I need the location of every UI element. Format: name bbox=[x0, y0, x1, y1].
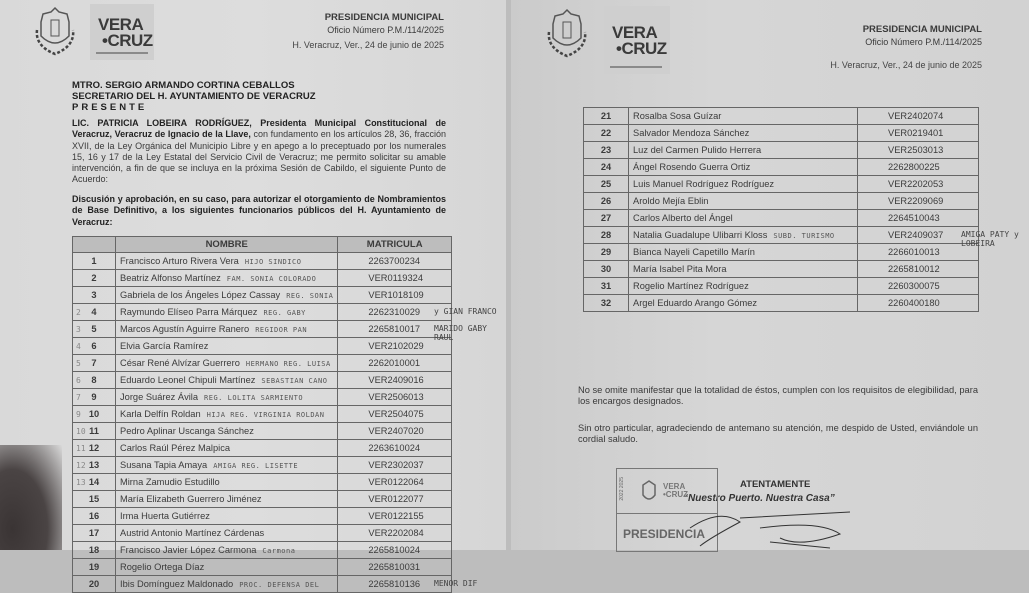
table-row bbox=[73, 372, 452, 389]
row-number: 8 bbox=[73, 372, 116, 389]
table-row bbox=[584, 261, 979, 278]
table-row bbox=[73, 474, 452, 491]
row-name-cell bbox=[629, 176, 858, 193]
row-number: 16 bbox=[73, 508, 116, 525]
official-name: Irma Huerta Gutiérrez bbox=[120, 511, 210, 521]
official-name: Karla Delfín Roldan bbox=[120, 409, 201, 419]
row-matricula: VER2302037 bbox=[338, 457, 452, 474]
row-number: 12 bbox=[73, 440, 116, 457]
row-name-cell bbox=[116, 559, 338, 576]
official-name: Austrid Antonio Martínez Cárdenas bbox=[120, 528, 265, 538]
veracruz-logo bbox=[604, 6, 670, 74]
row-matricula: 2265810031 bbox=[338, 559, 452, 576]
recipient-block bbox=[72, 80, 316, 113]
row-matricula: 2260300075 bbox=[858, 278, 979, 295]
table-row bbox=[73, 253, 452, 270]
row-matricula: VER2409037 bbox=[858, 227, 979, 244]
row-matricula: 2265810136 bbox=[338, 576, 452, 593]
row-name-cell bbox=[629, 244, 858, 261]
table-row bbox=[584, 278, 979, 295]
handwritten-note: PROC. DEFENSA DEL bbox=[239, 581, 320, 589]
handwritten-note: REG. SONIA bbox=[286, 292, 334, 300]
signature-scribble bbox=[680, 508, 860, 550]
row-number: 22 bbox=[584, 125, 629, 142]
row-matricula: VER1018109 bbox=[338, 287, 452, 304]
row-matricula: VER2209069 bbox=[858, 193, 979, 210]
row-matricula: 2262310029 bbox=[338, 304, 452, 321]
official-name: Susana Tapia Amaya bbox=[120, 460, 208, 470]
official-name: Rogelio Ortega Díaz bbox=[120, 562, 205, 572]
letterhead-header bbox=[325, 12, 444, 36]
stamp-label: PRESIDENCIA bbox=[623, 527, 706, 541]
table-row bbox=[73, 355, 452, 372]
table-row bbox=[73, 423, 452, 440]
handwritten-note: HIJO SINDICO bbox=[244, 258, 302, 266]
row-matricula: VER2202053 bbox=[858, 176, 979, 193]
logo-text-vera: VERA bbox=[98, 15, 144, 34]
row-matricula: VER2506013 bbox=[338, 389, 452, 406]
row-number: 4 bbox=[73, 304, 116, 321]
official-name: Carlos Alberto del Ángel bbox=[633, 213, 733, 223]
row-number: 25 bbox=[584, 176, 629, 193]
handwritten-annotation: y GIAN FRANCO bbox=[434, 306, 497, 316]
official-name: María Elizabeth Guerrero Jiménez bbox=[120, 494, 262, 504]
row-name-cell bbox=[629, 261, 858, 278]
handwritten-note: Carmona bbox=[262, 547, 296, 555]
table-row bbox=[73, 576, 452, 593]
presente-label: PRESENTE bbox=[72, 102, 148, 113]
header-matricula: MATRICULA bbox=[338, 237, 452, 253]
row-name-cell bbox=[116, 508, 338, 525]
official-name: Aroldo Mejía Eblin bbox=[633, 196, 709, 206]
row-number: 20 bbox=[73, 576, 116, 593]
margin-annotation: 2 bbox=[76, 307, 81, 317]
table-row bbox=[73, 542, 452, 559]
table-row bbox=[73, 304, 452, 321]
row-number: 27 bbox=[584, 210, 629, 227]
official-name: César René Alvízar Guerrero bbox=[120, 358, 240, 368]
row-number: 11 bbox=[73, 423, 116, 440]
official-name: Argel Eduardo Arango Gómez bbox=[633, 298, 758, 308]
intro-paragraph bbox=[72, 118, 446, 186]
document-page-1 bbox=[0, 0, 506, 589]
official-name: Ángel Rosendo Guerra Ortiz bbox=[633, 162, 751, 172]
office-name: PRESIDENCIA MUNICIPAL bbox=[324, 12, 444, 23]
row-name-cell bbox=[116, 389, 338, 406]
oficio-number: Oficio Número P.M./114/2025 bbox=[327, 25, 444, 35]
sender-name: LIC. PATRICIA LOBEIRA RODRÍGUEZ, Presidenta Municipal Constitucional de Veracruz, Veracruz de Ignacio de la Llave, bbox=[72, 118, 446, 140]
table-row bbox=[73, 440, 452, 457]
row-matricula: VER0122064 bbox=[338, 474, 452, 491]
handwritten-note: SUBD. TURISMO bbox=[773, 232, 835, 240]
table-row bbox=[73, 338, 452, 355]
row-name-cell bbox=[116, 491, 338, 508]
row-name-cell bbox=[629, 227, 858, 244]
document-date: H. Veracruz, Ver., 24 de junio de 2025 bbox=[830, 60, 982, 70]
row-name-cell bbox=[116, 355, 338, 372]
handwritten-note: SEBASTIAN CANO bbox=[261, 377, 328, 385]
official-name: Carlos Raúl Pérez Malpica bbox=[120, 443, 231, 453]
row-number: 3 bbox=[73, 287, 116, 304]
margin-annotation: 11 bbox=[76, 443, 86, 453]
official-name: Beatriz Alfonso Martínez bbox=[120, 273, 221, 283]
table-row bbox=[73, 491, 452, 508]
row-matricula: VER0119324 bbox=[338, 270, 452, 287]
header-nombre: NOMBRE bbox=[116, 237, 338, 253]
handwritten-annotation: MARIDO GABY RAUL bbox=[434, 323, 487, 342]
veracruz-logo bbox=[90, 4, 154, 60]
margin-annotation: 5 bbox=[76, 358, 81, 368]
stamp-logo-cruz: •CRUZ bbox=[663, 490, 689, 499]
table-row bbox=[584, 142, 979, 159]
row-name-cell bbox=[629, 125, 858, 142]
row-matricula: 2265810012 bbox=[858, 261, 979, 278]
logo-tagline bbox=[96, 52, 148, 54]
table-row bbox=[73, 508, 452, 525]
row-matricula: 2265810024 bbox=[338, 542, 452, 559]
oficio-number: Oficio Número P.M./114/2025 bbox=[865, 37, 982, 47]
official-name: Marcos Agustín Aguirre Ranero bbox=[120, 324, 250, 334]
row-name-cell bbox=[116, 287, 338, 304]
row-name-cell bbox=[116, 423, 338, 440]
official-name: Raymundo Elíseo Parra Márquez bbox=[120, 307, 258, 317]
row-matricula: VER2504075 bbox=[338, 406, 452, 423]
office-name: PRESIDENCIA MUNICIPAL bbox=[862, 24, 982, 35]
row-name-cell bbox=[629, 295, 858, 312]
margin-annotation: 4 bbox=[76, 341, 81, 351]
stamp-logo bbox=[663, 483, 688, 499]
row-number: 31 bbox=[584, 278, 629, 295]
official-name: Francisco Javier López Carmona bbox=[120, 545, 257, 555]
table-row bbox=[584, 244, 979, 261]
row-matricula: VER0122155 bbox=[338, 508, 452, 525]
hand-shadow bbox=[0, 445, 62, 550]
row-name-cell bbox=[116, 372, 338, 389]
table-row bbox=[584, 193, 979, 210]
row-matricula: VER2202084 bbox=[338, 525, 452, 542]
row-number: 30 bbox=[584, 261, 629, 278]
official-name: Rosalba Sosa Guízar bbox=[633, 111, 722, 121]
recipient-title: SECRETARIO DEL H. AYUNTAMIENTO DE VERACRUZ bbox=[72, 91, 316, 102]
logo-text-vera: VERA bbox=[612, 23, 658, 42]
row-name-cell bbox=[629, 142, 858, 159]
eligibility-statement: No se omite manifestar que la totalidad de éstos, cumplen con los requisitos de elegibilidad, para los encargos designados. bbox=[578, 385, 978, 407]
margin-annotation: 10 bbox=[76, 426, 86, 436]
coat-of-arms-icon bbox=[545, 8, 589, 58]
row-number: 13 bbox=[73, 457, 116, 474]
table-row bbox=[73, 457, 452, 474]
row-matricula: 2260400180 bbox=[858, 295, 979, 312]
table-row bbox=[584, 176, 979, 193]
row-name-cell bbox=[116, 576, 338, 593]
official-name: Luz del Carmen Pulido Herrera bbox=[633, 145, 762, 155]
row-number: 10 bbox=[73, 406, 116, 423]
table-header-row bbox=[73, 237, 452, 253]
motto-text: “Nuestro Puerto. Nuestra Casa” bbox=[683, 493, 835, 504]
official-name: Salvador Mendoza Sánchez bbox=[633, 128, 750, 138]
row-number: 2 bbox=[73, 270, 116, 287]
row-matricula: 2263700234 bbox=[338, 253, 452, 270]
official-name: Gabriela de los Ángeles López Cassay bbox=[120, 290, 281, 300]
header-number bbox=[73, 237, 116, 253]
margin-annotation: 9 bbox=[76, 409, 81, 419]
handwritten-note: HIJA REG. VIRGINIA ROLDAN bbox=[206, 411, 325, 419]
row-matricula: VER2102029 bbox=[338, 338, 452, 355]
row-name-cell bbox=[116, 457, 338, 474]
margin-annotation: 13 bbox=[76, 477, 86, 487]
document-date: H. Veracruz, Ver., 24 de junio de 2025 bbox=[292, 40, 444, 50]
row-name-cell bbox=[116, 338, 338, 355]
row-name-cell bbox=[116, 253, 338, 270]
handwritten-annotation: MENOR DIF bbox=[434, 578, 478, 588]
row-name-cell bbox=[116, 406, 338, 423]
row-name-cell bbox=[116, 474, 338, 491]
row-number: 14 bbox=[73, 474, 116, 491]
logo-text-cruz: •CRUZ bbox=[102, 31, 153, 50]
row-name-cell bbox=[116, 321, 338, 338]
table-row bbox=[73, 406, 452, 423]
handwritten-note: REG. LOLITA SARMIENTO bbox=[204, 394, 304, 402]
official-name: Rogelio Martínez Rodríguez bbox=[633, 281, 749, 291]
table-row bbox=[584, 295, 979, 312]
row-matricula: 2263610024 bbox=[338, 440, 452, 457]
stamp-logo-vera: VERA bbox=[663, 482, 686, 491]
row-name-cell bbox=[116, 304, 338, 321]
row-matricula: VER0122077 bbox=[338, 491, 452, 508]
table-row bbox=[73, 287, 452, 304]
official-name: Mirna Zamudio Estudillo bbox=[120, 477, 220, 487]
row-matricula: 2262800225 bbox=[858, 159, 979, 176]
row-name-cell bbox=[629, 108, 858, 125]
table-row bbox=[584, 108, 979, 125]
agreement-point: Discusión y aprobación, en su caso, para autorizar el otorgamiento de Nombramientos de Base Definitivo, a los siguientes funcionarios públicos del H. Ayuntamiento de Veracruz: bbox=[72, 194, 446, 227]
official-name: Elvia García Ramírez bbox=[120, 341, 209, 351]
document-page-2 bbox=[511, 0, 1029, 550]
handwritten-note: AMIGA REG. LISETTE bbox=[213, 462, 299, 470]
atentamente-label: ATENTAMENTE bbox=[740, 479, 811, 490]
official-name: Eduardo Leonel Chipuli Martínez bbox=[120, 375, 256, 385]
officials-table-part-1 bbox=[72, 236, 452, 593]
handwritten-note: HERMANO REG. LUISA bbox=[245, 360, 331, 368]
intro-text: con fundamento en los artículos 28, 36, fracción XVII, de la Ley Orgánica del Municipio Libre y en apego a lo preceptuado por los numerales 15, 16 y 17 de la Ley Estatal del Servicio Civil de Veracruz; me permito solicitar su amable intervención, a fin de que se incluya en la próxima Sesión de Cabildo, el siguiente Punto de Acuerdo: bbox=[72, 129, 446, 185]
row-matricula: VER2503013 bbox=[858, 142, 979, 159]
row-number: 26 bbox=[584, 193, 629, 210]
stamp-years: 2022 2025 bbox=[619, 477, 625, 501]
row-number: 18 bbox=[73, 542, 116, 559]
row-number: 21 bbox=[584, 108, 629, 125]
stamp-crest-icon bbox=[639, 479, 659, 505]
margin-annotation: 3 bbox=[76, 324, 81, 334]
official-name: Ibis Domínguez Maldonado bbox=[120, 579, 234, 589]
row-matricula: VER2409016 bbox=[338, 372, 452, 389]
logo-text-cruz: •CRUZ bbox=[616, 39, 667, 58]
row-matricula: 2264510043 bbox=[858, 210, 979, 227]
row-number: 7 bbox=[73, 355, 116, 372]
table-row bbox=[73, 270, 452, 287]
row-name-cell bbox=[629, 210, 858, 227]
row-number: 5 bbox=[73, 321, 116, 338]
row-matricula: 2265810017 bbox=[338, 321, 452, 338]
margin-annotation: 7 bbox=[76, 392, 81, 402]
row-number: 9 bbox=[73, 389, 116, 406]
row-name-cell bbox=[116, 542, 338, 559]
table-row bbox=[584, 227, 979, 244]
row-matricula: VER2402074 bbox=[858, 108, 979, 125]
table-row bbox=[73, 559, 452, 576]
row-number: 15 bbox=[73, 491, 116, 508]
row-number: 1 bbox=[73, 253, 116, 270]
row-matricula: VER2407020 bbox=[338, 423, 452, 440]
row-name-cell bbox=[116, 440, 338, 457]
row-name-cell bbox=[629, 278, 858, 295]
handwritten-annotation: AMIGA PATY y LOBEIRA bbox=[961, 229, 1019, 248]
letterhead-header bbox=[863, 24, 982, 48]
handwritten-note: FAM. SONIA COLORADO bbox=[226, 275, 317, 283]
row-number: 24 bbox=[584, 159, 629, 176]
official-name: María Isabel Pita Mora bbox=[633, 264, 727, 274]
logo-tagline bbox=[610, 66, 662, 68]
handwritten-note: REG. GABY bbox=[263, 309, 306, 317]
official-name: Pedro Aplinar Uscanga Sánchez bbox=[120, 426, 254, 436]
row-number: 32 bbox=[584, 295, 629, 312]
table-row bbox=[73, 321, 452, 338]
table-row bbox=[584, 210, 979, 227]
row-name-cell bbox=[629, 159, 858, 176]
official-name: Francisco Arturo Rivera Vera bbox=[120, 256, 239, 266]
closing-statement: Sin otro particular, agradeciendo de antemano su atención, me despido de Usted, enviándole un cordial saludo. bbox=[578, 423, 978, 445]
table-row bbox=[73, 389, 452, 406]
row-number: 23 bbox=[584, 142, 629, 159]
row-number: 19 bbox=[73, 559, 116, 576]
row-matricula: VER0219401 bbox=[858, 125, 979, 142]
row-name-cell bbox=[116, 525, 338, 542]
recipient-name: MTRO. SERGIO ARMANDO CORTINA CEBALLOS bbox=[72, 80, 295, 91]
row-number: 6 bbox=[73, 338, 116, 355]
row-name-cell bbox=[116, 270, 338, 287]
table-row bbox=[584, 159, 979, 176]
margin-annotation: 6 bbox=[76, 375, 81, 385]
table-row bbox=[73, 525, 452, 542]
row-number: 17 bbox=[73, 525, 116, 542]
row-number: 29 bbox=[584, 244, 629, 261]
row-number: 28 bbox=[584, 227, 629, 244]
table-row bbox=[584, 125, 979, 142]
official-name: Bianca Nayeli Capetillo Marín bbox=[633, 247, 755, 257]
row-name-cell bbox=[629, 193, 858, 210]
coat-of-arms-icon bbox=[33, 6, 77, 56]
official-name: Natalia Guadalupe Ulibarri Kloss bbox=[633, 230, 768, 240]
official-name: Luis Manuel Rodríguez Rodríguez bbox=[633, 179, 775, 189]
officials-table-part-2 bbox=[583, 107, 979, 312]
row-matricula: 2266010013 bbox=[858, 244, 979, 261]
handwritten-note: REGIDOR PAN bbox=[255, 326, 308, 334]
margin-annotation: 12 bbox=[76, 460, 86, 470]
official-name: Jorge Suárez Ávila bbox=[120, 392, 199, 402]
row-matricula: 2262010001 bbox=[338, 355, 452, 372]
